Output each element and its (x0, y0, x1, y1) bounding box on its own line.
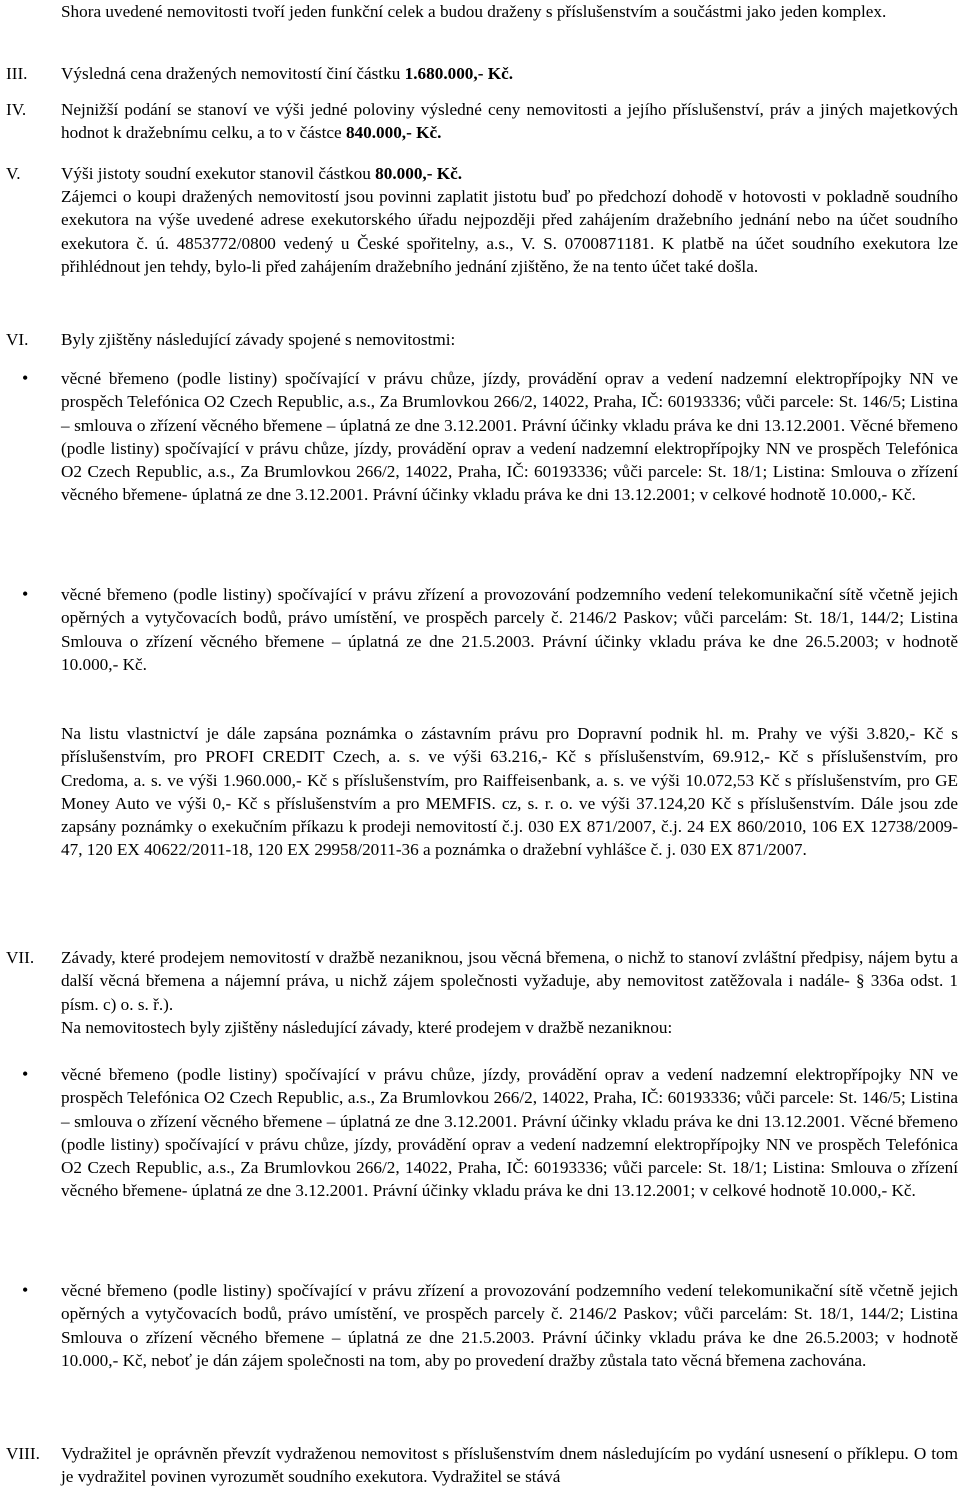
section-number-viii: VIII. (6, 1444, 40, 1463)
section-iv-amount: 840.000,- Kč. (345, 123, 442, 143)
section-vii-bullet-1: věcné břemeno (podle listiny) spočívající v právu chůze, jízdy, provádění oprav a vedení nadzemní elektropřípojky NN ve prospěch Telefónica O2 Czech Republic, a.s., Za Brumlovkou 266/2, 14022, Praha, IČ: 60193336; vůči parcele: St. 146/5; Listina – smlouva o zřízení věcného břemene – úplatná ze dne 3.12.2001. Právní účinky vkladu práva ke dni 13.12.2001. Věcné břemeno (podle listiny) spočívající v právu chůze, jízdy, provádění oprav a vedení nadzemní elektropřípojky NN ve prospěch Telefónica O2 Czech Republic, a.s., Za Brumlovkou 266/2, 14022, Praha, IČ: 60193336; vůči parcele: St. 18/1; Listina: Smlouva o zřízení věcného břemene- úplatná ze dne 3.12.2001. Právní účinky vkladu práva ke dni 13.12.2001; v celkové hodnotě 10.000,- Kč. (61, 1065, 958, 1201)
section-v-prefix: Výši jistoty soudní exekutor stanovil částkou (61, 164, 376, 183)
section-iii-prefix: Výsledná cena dražených nemovitostí činí částku (61, 64, 405, 83)
section-viii-text: Vydražitel je oprávněn převzít vydraženou nemovitost s příslušenstvím dnem následujícím po vydání usnesení o příklepu. O tom je vydražitel povinen vyrozumět soudního exekutora. Vydražitel se stává (61, 1444, 958, 1487)
section-number-vii: VII. (6, 948, 35, 967)
section-vii-line-2: Na nemovitostech byly zjištěny následující závady, které prodejem v dražbě nezaniknou: (61, 1018, 673, 1037)
bullet-marker: • (22, 1280, 29, 1300)
section-v-heading (61, 162, 958, 185)
bullet-marker: • (22, 368, 29, 388)
section-number-vi: VI. (6, 330, 29, 349)
section-vi-note: Na listu vlastnictví je dále zapsána poznámka o zástavním právu pro Dopravní podnik hl. m. Prahy ve výši 3.820,- Kč s příslušenstvím, pro PROFI CREDIT Czech, a. s. ve výši 63.216,- Kč s příslušenstvím, 69.912,- Kč s příslušenstvím, pro Credoma, a. s. ve výši 1.960.000,- Kč s příslušenstvím, pro Raiffeisenbank, a. s. ve výši 10.072,53 Kč s příslušenstvím, pro GE Money Auto ve výši 0,- Kč s příslušenstvím a pro MEMFIS. cz, s. r. o. ve výši 37.124,20 Kč s příslušenstvím. Dále jsou zde zapsány poznámky o exekučním příkazu k prodeji nemovitostí č.j. 030 EX 871/2007, č.j. 24 EX 860/2010, 106 EX 12738/2009-47, 120 EX 40622/2011-18, 120 EX 29958/2011-36 a poznámka o dražební vyhlášce č. j. 030 EX 871/2007. (61, 724, 958, 860)
section-v-text: Zájemci o koupi dražených nemovitostí jsou povinni zaplatit jistotu buď po předchozí dohodě v hotovosti v pokladně soudního exekutora na výše uvedené adrese exekutorského úřadu nejpozději před zahájením dražebního jednání nebo na účet soudního exekutora č. ú. 4853772/0800 vedený u České spořitelny, a.s., V. S. 0700871181. K platbě na účet soudního exekutora lze přihlédnout jen tehdy, bylo-li před zahájením dražebního jednání zjištěno, že na tento účet také došla. (61, 187, 958, 276)
section-vi-title: Byly zjištěny následující závady spojené s nemovitostmi: (61, 330, 456, 349)
section-number-iv: IV. (6, 100, 27, 119)
bullet-marker: • (22, 584, 29, 604)
section-v-amount: 80.000,- Kč. (375, 164, 463, 183)
bullet-marker: • (22, 1064, 29, 1084)
section-vi-bullet-2: věcné břemeno (podle listiny) spočívající v právu zřízení a provozování podzemního vedení telekomunikační sítě včetně jejich opěrných a vytyčovacích bodů, právo umístění, ve prospěch parcely č. 2146/2 Paskov; vůči parcelám: St. 18/1, 144/2; Listina Smlouva o zřízení věcného břemene – úplatná ze dne 21.5.2003. Právní účinky vkladu práva ke dne 26.5.2003; v hodnotě 10.000,- Kč. (61, 585, 958, 674)
section-iii-amount: 1.680.000,- Kč. (404, 64, 514, 83)
section-vii-text: Závady, které prodejem nemovitostí v dražbě nezaniknou, jsou věcná břemena, o nichž to stanoví zvláštní předpisy, nájem bytu a další věcná břemena a nájemní práva, u nichž zájem společnosti vyžaduje, aby nemovitost zatěžovala i nadále- § 336a odst. 1 písm. c) o. s. ř.). (61, 948, 958, 1014)
section-number-iii: III. (6, 64, 28, 83)
section-iv-text (61, 98, 958, 145)
section-vii-bullet-2: věcné břemeno (podle listiny) spočívající v právu zřízení a provozování podzemního vedení telekomunikační sítě včetně jejich opěrných a vytyčovacích bodů, právo umístění, ve prospěch parcely č. 2146/2 Paskov; vůči parcelám: St. 18/1, 144/2; Listina Smlouva o zřízení věcného břemene – úplatná ze dne 21.5.2003. Právní účinky vkladu práva ke dne 26.5.2003; v hodnotě 10.000,- Kč, neboť je dán zájem společnosti na tom, aby po provedení dražby zůstala tato věcná břemena zachována. (61, 1281, 958, 1370)
section-iii-text (61, 62, 958, 85)
section-number-v: V. (6, 164, 21, 183)
section-vi-bullet-1: věcné břemeno (podle listiny) spočívající v právu chůze, jízdy, provádění oprav a vedení nadzemní elektropřípojky NN ve prospěch Telefónica O2 Czech Republic, a.s., Za Brumlovkou 266/2, 14022, Praha, IČ: 60193336; vůči parcele: St. 146/5; Listina – smlouva o zřízení věcného břemene – úplatná ze dne 3.12.2001. Právní účinky vkladu práva ke dni 13.12.2001. Věcné břemeno (podle listiny) spočívající v právu chůze, jízdy, provádění oprav a vedení nadzemní elektropřípojky NN ve prospěch Telefónica O2 Czech Republic, a.s., Za Brumlovkou 266/2, 14022, Praha, IČ: 60193336; vůči parcele: St. 18/1; Listina: Smlouva o zřízení věcného břemene- úplatná ze dne 3.12.2001. Právní účinky vkladu práva ke dni 13.12.2001; v celkové hodnotě 10.000,- Kč. (61, 369, 958, 505)
intro-paragraph: Shora uvedené nemovitosti tvoří jeden funkční celek a budou draženy s příslušenstvím a součástmi jako jeden komplex. (61, 2, 887, 21)
section-iv-prefix: Nejnižší podání se stanoví ve výši jedné poloviny výsledné ceny nemovitosti a jejího příslušenství, práv a jiných majetkových hodnot k dražebnímu celku, a to v částce (61, 100, 958, 143)
